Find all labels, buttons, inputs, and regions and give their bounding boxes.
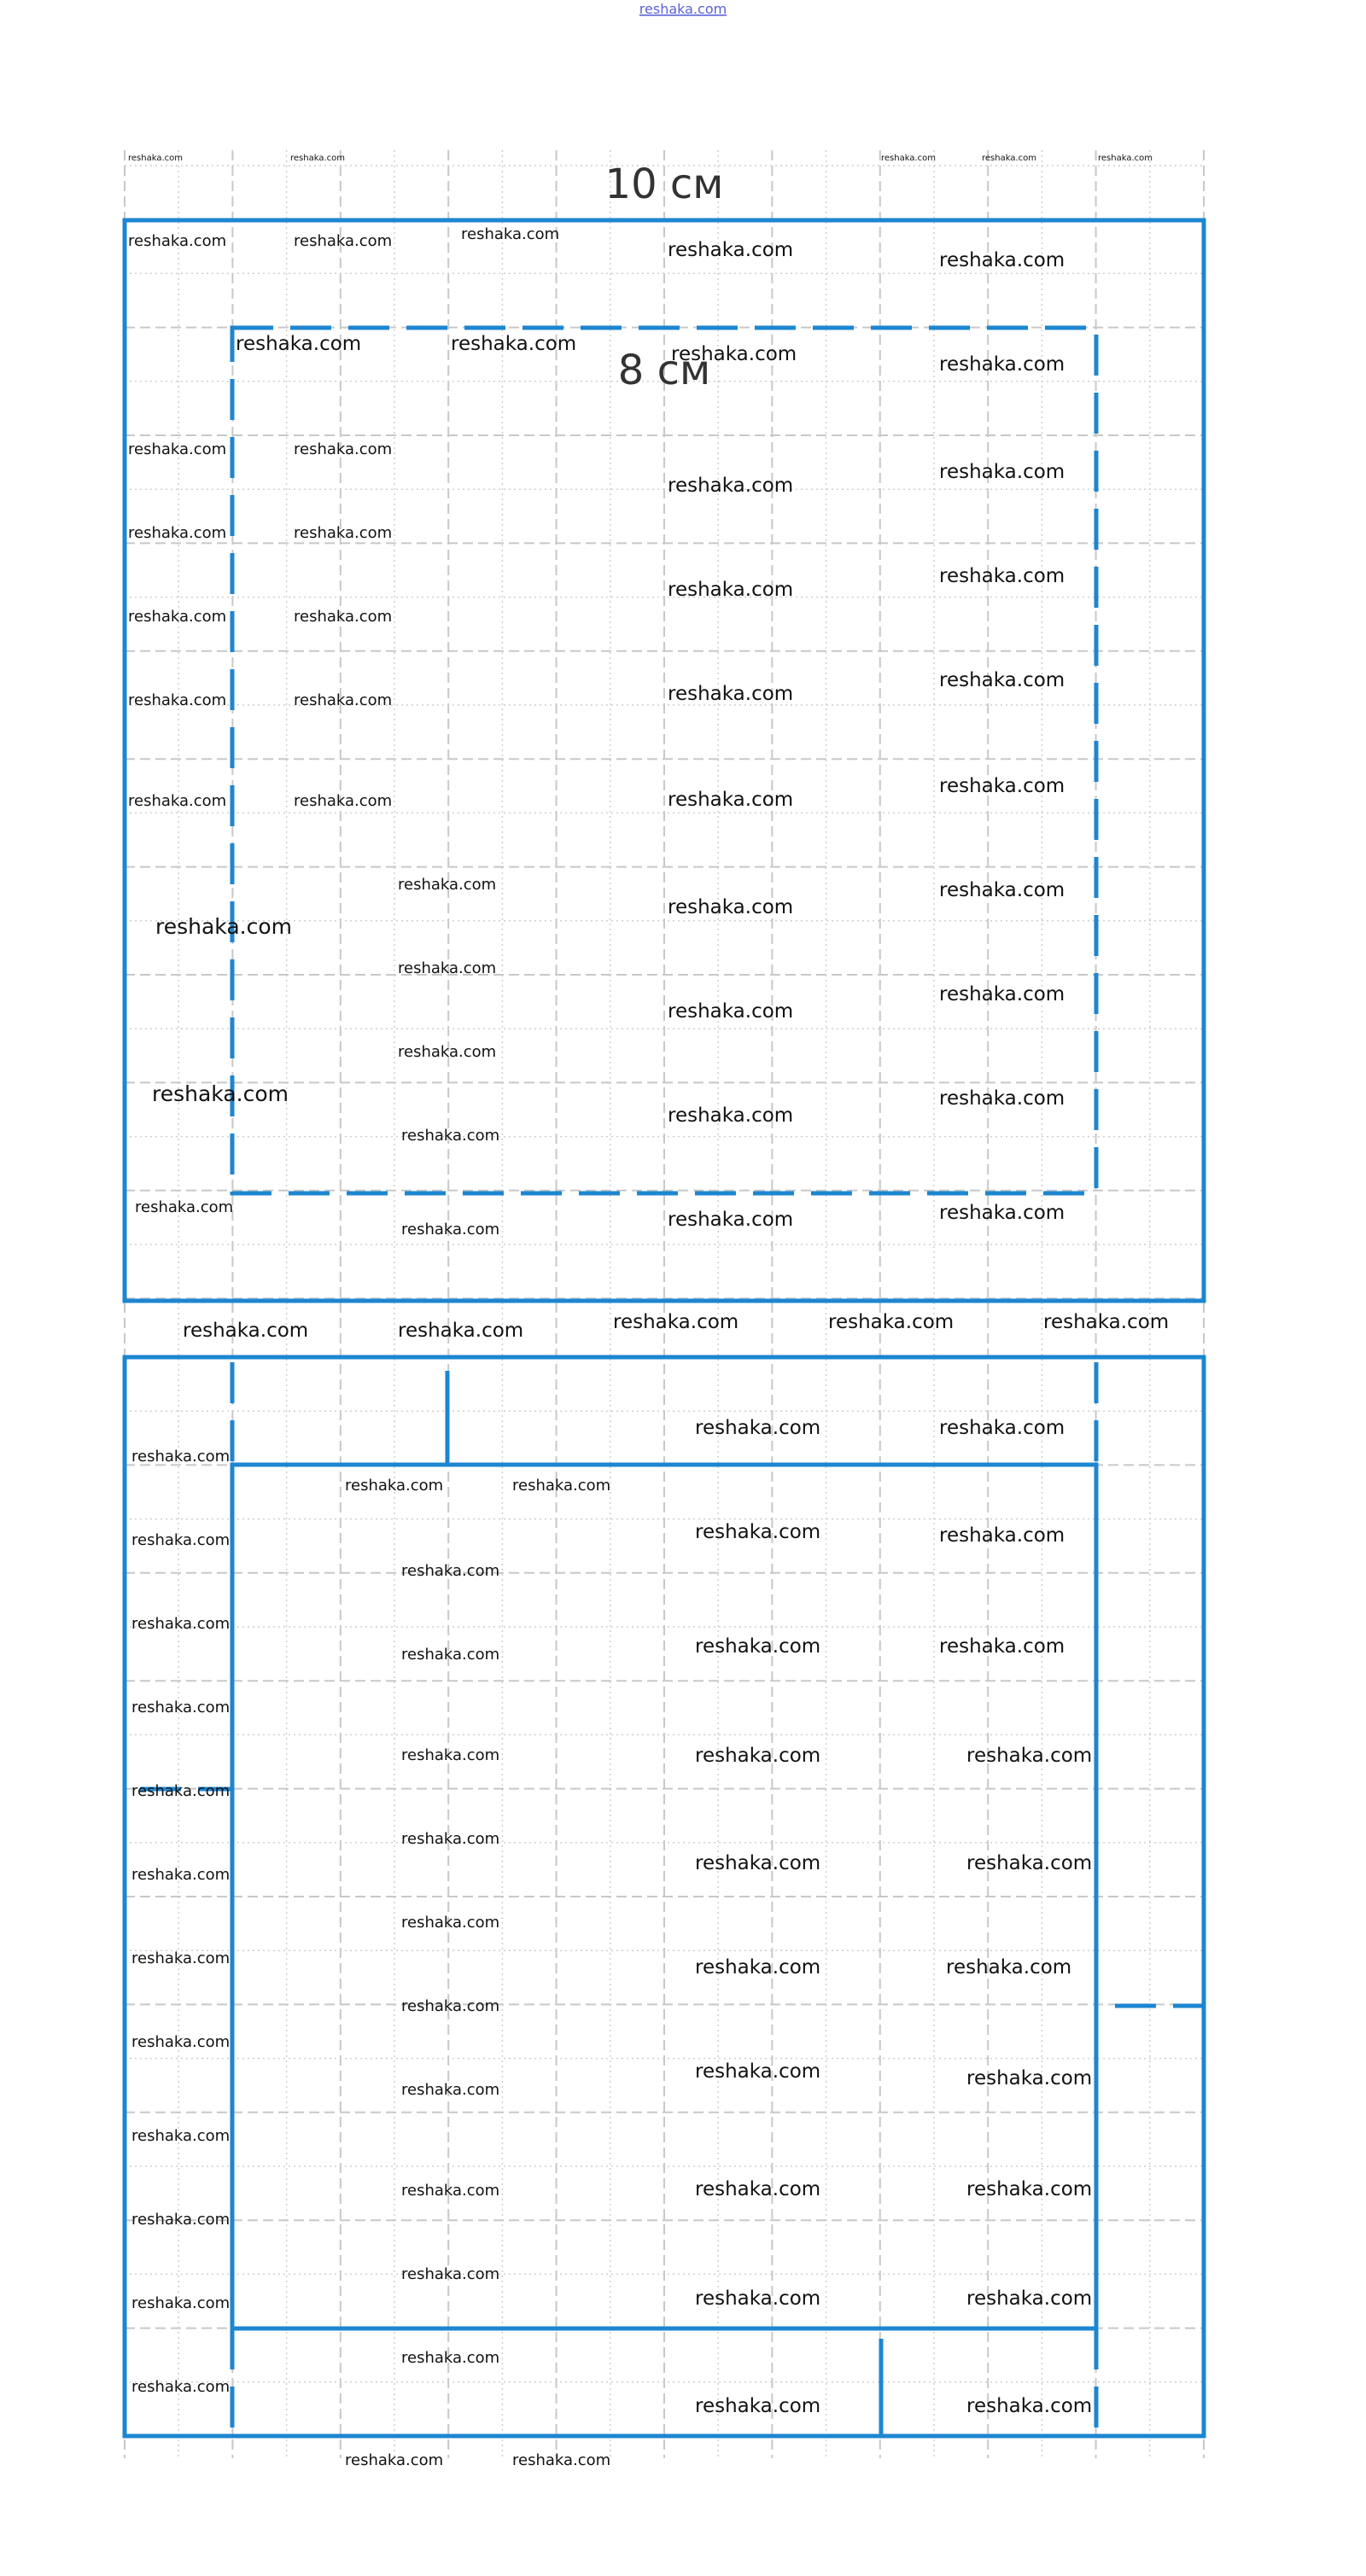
watermark-text: reshaka.com xyxy=(294,792,393,810)
watermark-text: reshaka.com xyxy=(1043,1311,1170,1333)
watermark-text: reshaka.com xyxy=(668,475,794,497)
watermark-text: reshaka.com xyxy=(401,2265,500,2283)
watermark-text: reshaka.com xyxy=(135,1198,234,1216)
watermark-text: reshaka.com xyxy=(236,333,362,355)
watermark-text: reshaka.com xyxy=(939,775,1065,797)
watermark-text: reshaka.com xyxy=(401,1127,500,1145)
watermark-text: reshaka.com xyxy=(939,669,1065,691)
watermark-text: reshaka.com xyxy=(966,1745,1093,1767)
watermark-text: reshaka.com xyxy=(966,2067,1093,2089)
watermark-text: reshaka.com xyxy=(695,1956,821,1979)
watermark-text: reshaka.com xyxy=(668,1104,794,1127)
watermark-text: reshaka.com xyxy=(128,524,227,542)
watermark-text: reshaka.com xyxy=(512,1477,611,1495)
watermark-text: reshaka.com xyxy=(128,440,227,458)
watermark-text: reshaka.com xyxy=(131,2211,231,2229)
watermark-text: reshaka.com xyxy=(881,154,936,163)
watermark-text: reshaka.com xyxy=(131,1866,231,1884)
watermark-text: reshaka.com xyxy=(401,1221,500,1238)
watermark-text: reshaka.com xyxy=(401,1562,500,1580)
watermark-text: reshaka.com xyxy=(939,983,1065,1005)
watermark-text: reshaka.com xyxy=(671,343,797,365)
watermark-text: reshaka.com xyxy=(401,1646,500,1664)
watermark-text: reshaka.com xyxy=(695,1852,821,1874)
watermark-text: reshaka.com xyxy=(668,1000,794,1023)
watermark-text: reshaka.com xyxy=(668,239,794,261)
graph-paper-grid xyxy=(125,150,1204,2458)
watermark-text: reshaka.com xyxy=(294,524,393,542)
watermark-text: reshaka.com xyxy=(401,1830,500,1848)
outer-size-label: 10 см xyxy=(604,160,724,208)
watermark-text: reshaka.com xyxy=(512,2451,611,2469)
watermark-text: reshaka.com xyxy=(946,1956,1072,1979)
watermark-text: reshaka.com xyxy=(401,1997,500,2015)
watermark-text: reshaka.com xyxy=(966,1852,1093,1874)
watermark-text: reshaka.com xyxy=(183,1320,309,1342)
watermark-text: reshaka.com xyxy=(401,1746,500,1764)
watermark-text: reshaka.com xyxy=(345,1477,444,1495)
watermark-text: reshaka.com xyxy=(131,1699,231,1716)
watermark-text: reshaka.com xyxy=(695,2395,821,2417)
watermark-text: reshaka.com xyxy=(398,876,497,894)
watermark-text: reshaka.com xyxy=(461,225,560,243)
watermark-text: reshaka.com xyxy=(966,2178,1093,2200)
watermark-text: reshaka.com xyxy=(155,914,292,939)
watermark-text: reshaka.com xyxy=(131,1615,231,1633)
watermark-text: reshaka.com xyxy=(294,608,393,626)
watermark-text: reshaka.com xyxy=(695,2288,821,2310)
watermark-text: reshaka.com xyxy=(966,2395,1093,2417)
watermark-text: reshaka.com xyxy=(128,691,227,709)
watermark-text: reshaka.com xyxy=(131,1949,231,1967)
watermark-text: reshaka.com xyxy=(695,1417,821,1439)
watermark-text: reshaka.com xyxy=(128,154,183,163)
watermark-text: reshaka.com xyxy=(668,579,794,601)
watermark-text: reshaka.com xyxy=(152,1081,289,1106)
watermark-text: reshaka.com xyxy=(401,1914,500,1932)
watermark-text: reshaka.com xyxy=(128,232,227,250)
watermark-text: reshaka.com xyxy=(398,1320,524,1342)
watermark-text: reshaka.com xyxy=(966,2288,1093,2310)
watermark-text: reshaka.com xyxy=(294,232,393,250)
watermark-text: reshaka.com xyxy=(131,2294,231,2312)
watermark-text: reshaka.com xyxy=(290,154,345,163)
watermark-text: reshaka.com xyxy=(828,1311,954,1333)
watermark-text: reshaka.com xyxy=(131,1531,231,1549)
watermark-text: reshaka.com xyxy=(939,1202,1065,1224)
watermark-text: reshaka.com xyxy=(668,683,794,705)
watermark-text: reshaka.com xyxy=(695,1521,821,1543)
watermark-text: reshaka.com xyxy=(1098,154,1153,163)
watermark-text: reshaka.com xyxy=(128,792,227,810)
watermark-text: reshaka.com xyxy=(939,249,1065,271)
watermark-text: reshaka.com xyxy=(401,2081,500,2099)
watermark-text: reshaka.com xyxy=(668,1209,794,1231)
watermark-text: reshaka.com xyxy=(939,879,1065,901)
watermark-text: reshaka.com xyxy=(398,959,497,977)
watermark-text: reshaka.com xyxy=(398,1043,497,1061)
watermark-text: reshaka.com xyxy=(345,2451,444,2469)
watermark-text: reshaka.com xyxy=(939,1417,1065,1439)
watermark-text: reshaka.com xyxy=(451,333,577,355)
watermark-text: reshaka.com xyxy=(131,1782,231,1800)
watermark-text: reshaka.com xyxy=(939,1524,1065,1547)
watermark-text: reshaka.com xyxy=(131,1448,231,1466)
watermark-text: reshaka.com xyxy=(982,154,1036,163)
inner-size-label: 8 см xyxy=(617,347,711,394)
watermark-text: reshaka.com xyxy=(668,789,794,811)
watermark-text: reshaka.com xyxy=(695,1745,821,1767)
watermark-text: reshaka.com xyxy=(613,1311,739,1333)
watermark-text: reshaka.com xyxy=(939,1087,1065,1110)
watermark-text: reshaka.com xyxy=(131,2127,231,2145)
watermark-text: reshaka.com xyxy=(401,2349,500,2367)
watermark-text: reshaka.com xyxy=(131,2033,231,2051)
watermark-text: reshaka.com xyxy=(294,691,393,709)
watermark-layer xyxy=(128,154,1169,2469)
watermark-text: reshaka.com xyxy=(401,2182,500,2200)
watermark-text: reshaka.com xyxy=(939,461,1065,483)
watermark-text: reshaka.com xyxy=(695,2178,821,2200)
watermark-text: reshaka.com xyxy=(131,2378,231,2396)
watermark-text: reshaka.com xyxy=(939,1635,1065,1658)
watermark-text: reshaka.com xyxy=(695,2060,821,2083)
watermark-text: reshaka.com xyxy=(939,353,1065,376)
watermark-text: reshaka.com xyxy=(939,565,1065,587)
watermark-text: reshaka.com xyxy=(668,896,794,918)
watermark-text: reshaka.com xyxy=(695,1635,821,1658)
watermark-text: reshaka.com xyxy=(128,608,227,626)
site-link[interactable]: reshaka.com xyxy=(639,1,727,17)
watermark-text: reshaka.com xyxy=(294,440,393,458)
